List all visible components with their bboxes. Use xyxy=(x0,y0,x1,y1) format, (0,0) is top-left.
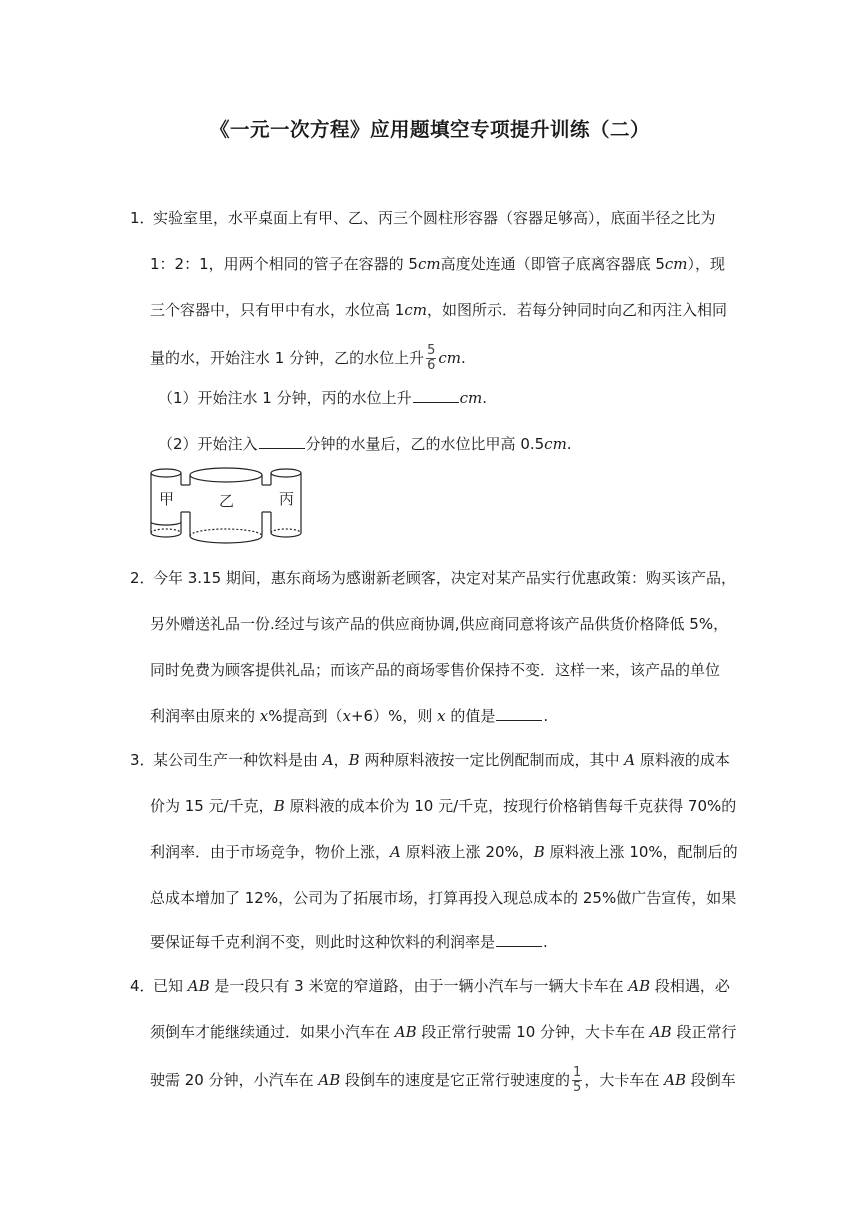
variable-ab: AB xyxy=(649,1023,672,1041)
q3-line-3 xyxy=(150,842,738,862)
unit-cm: cm xyxy=(404,301,427,319)
unit-cm: cm xyxy=(664,255,688,273)
variable-x: x xyxy=(437,707,446,725)
fraction-denominator: 5 xyxy=(573,1080,582,1095)
q2-line-1 xyxy=(153,568,736,588)
q1-line-3 xyxy=(150,300,727,320)
q2-text: 同时免费为顾客提供礼品；而该产品的商场零售价保持不变．这样一来，该产品的单位 xyxy=(150,661,721,679)
answer-blank[interactable] xyxy=(259,434,305,449)
q3-text: 利润率．由于市场竞争，物价上涨， xyxy=(150,843,391,861)
q3-line-2 xyxy=(150,796,736,816)
variable-x: x xyxy=(259,707,269,725)
q1-text: 三个容器中，只有甲中有水，水位高 1 xyxy=(150,301,405,319)
q2-line-2 xyxy=(150,614,728,634)
cylinders-figure xyxy=(148,466,304,554)
answer-blank[interactable] xyxy=(413,388,459,403)
q4-text: 已知 xyxy=(153,977,188,995)
q2-line-4 xyxy=(150,706,548,726)
q3-line-4 xyxy=(150,888,736,908)
question-4-number: 4． xyxy=(130,977,155,995)
q1-text: . xyxy=(461,349,466,367)
q4-text: 段倒车的速度是它正常行驶速度的 xyxy=(340,1071,571,1089)
q1-text: 量的水，开始注水 1 分钟，乙的水位上升 xyxy=(150,349,425,367)
label-jia: 甲 xyxy=(159,490,175,508)
q2-text: 另外赠送礼品一份.经过与该产品的供应商协调,供应商同意将该产品供货价格降低 5%， xyxy=(150,615,729,633)
q2-text: 的值是 xyxy=(445,707,496,725)
variable-ab: AB xyxy=(664,1071,686,1089)
q1-text: 实验室里，水平桌面上有甲、乙、丙三个圆柱形容器（容器足够高），底面半径之比为 xyxy=(153,209,716,227)
variable-a: A xyxy=(390,843,401,861)
q1-line-4 xyxy=(150,344,466,373)
variable-ab: AB xyxy=(394,1023,417,1041)
q4-text: 段相遇，必 xyxy=(650,977,730,995)
fraction-numerator: 1 xyxy=(573,1065,582,1080)
q3-text: 某公司生产一种饮料是由 xyxy=(153,751,323,769)
q2-text: . xyxy=(543,707,549,725)
q3-text: 价为 15 元/千克， xyxy=(150,797,274,815)
unit-cm: cm xyxy=(459,389,483,407)
q1-line-1 xyxy=(153,208,716,228)
q2-text: %提高到（ xyxy=(268,707,343,725)
question-3-number: 3． xyxy=(130,751,155,769)
question-1-number: 1． xyxy=(130,209,155,227)
q4-line-3 xyxy=(150,1066,736,1095)
q1-text: 分钟的水量后，乙的水位比甲高 0.5 xyxy=(305,435,545,453)
q4-line-1 xyxy=(153,976,730,996)
unit-cm: cm xyxy=(438,349,461,367)
q1-sub-1 xyxy=(158,388,487,408)
q3-text: 原料液的成本 xyxy=(635,751,730,769)
q1-text: ，如图所示．若每分钟同时向乙和丙注入相同 xyxy=(426,301,727,319)
variable-a: A xyxy=(624,751,636,769)
q1-text: . xyxy=(566,435,572,453)
q4-text: 段正常行 xyxy=(671,1023,737,1041)
label-bing: 丙 xyxy=(279,490,295,508)
q1-line-2 xyxy=(150,254,725,274)
q3-line-1 xyxy=(153,750,730,770)
fraction-numerator: 5 xyxy=(427,343,436,358)
q3-text: 要保证每千克利润不变，则此时这种饮料的利润率是 xyxy=(150,933,496,951)
variable-b: B xyxy=(533,843,545,861)
question-2-number: 2． xyxy=(130,569,155,587)
q3-text: 两种原料液按一定比例配制而成，其中 xyxy=(359,751,625,769)
q1-text: 高度处连通（即管子底离容器底 5 xyxy=(440,255,665,273)
q1-text: . xyxy=(482,389,488,407)
q2-line-3 xyxy=(150,660,720,680)
q4-text: 段正常行驶需 10 分钟，大卡车在 xyxy=(416,1023,650,1041)
q3-line-5 xyxy=(150,932,548,952)
q2-text: +6）%，则 xyxy=(350,707,438,725)
q3-text: 总成本增加了 12%，公司为了拓展市场，打算再投入现总成本的 25%做广告宣传，如果 xyxy=(150,889,737,907)
variable-b: B xyxy=(348,751,360,769)
q3-text: ， xyxy=(333,751,349,769)
q3-text: 原料液的成本价为 10 元/千克，按现行价格销售每千克获得 70%的 xyxy=(284,797,737,815)
q4-line-2 xyxy=(150,1022,736,1042)
variable-x: x xyxy=(342,707,351,725)
unit-cm: cm xyxy=(544,435,567,453)
fraction-denominator: 6 xyxy=(427,358,436,373)
q3-text: 原料液上涨 20%， xyxy=(400,843,534,861)
fraction-1-5 xyxy=(572,1066,582,1095)
q3-text: . xyxy=(543,933,548,951)
q4-text: 驶需 20 分钟，小汽车在 xyxy=(150,1071,319,1089)
answer-blank[interactable] xyxy=(496,932,542,947)
q2-text: 今年 3.15 期间，惠东商场为感谢新老顾客，决定对某产品实行优惠政策：购买该产品， xyxy=(153,569,736,587)
fraction-5-6 xyxy=(426,344,436,373)
unit-cm: cm xyxy=(417,255,441,273)
q3-text: 原料液上涨 10%，配制后的 xyxy=(544,843,738,861)
variable-ab: AB xyxy=(187,977,210,995)
q4-text: 须倒车才能继续通过．如果小汽车在 xyxy=(150,1023,395,1041)
variable-a: A xyxy=(322,751,334,769)
q2-text: 利润率由原来的 xyxy=(150,707,260,725)
q4-text: 是一段只有 3 米宽的窄道路，由于一辆小汽车与一辆大卡车在 xyxy=(209,977,629,995)
q1-text: （1）开始注水 1 分钟，丙的水位上升 xyxy=(158,389,412,407)
q1-text: （2）开始注入 xyxy=(158,435,258,453)
page-title: 《一元一次方程》应用题填空专项提升训练（二） xyxy=(209,118,650,141)
variable-ab: AB xyxy=(628,977,651,995)
label-yi: 乙 xyxy=(219,492,235,510)
q1-text: 1：2：1，用两个相同的管子在容器的 5 xyxy=(150,255,418,273)
variable-ab: AB xyxy=(318,1071,341,1089)
answer-blank[interactable] xyxy=(496,706,542,721)
variable-b: B xyxy=(273,797,285,815)
q1-text: ），现 xyxy=(687,255,726,273)
q1-sub-2 xyxy=(158,434,572,454)
q4-text: 段倒车 xyxy=(685,1071,736,1089)
q4-text: ，大卡车在 xyxy=(584,1071,665,1089)
